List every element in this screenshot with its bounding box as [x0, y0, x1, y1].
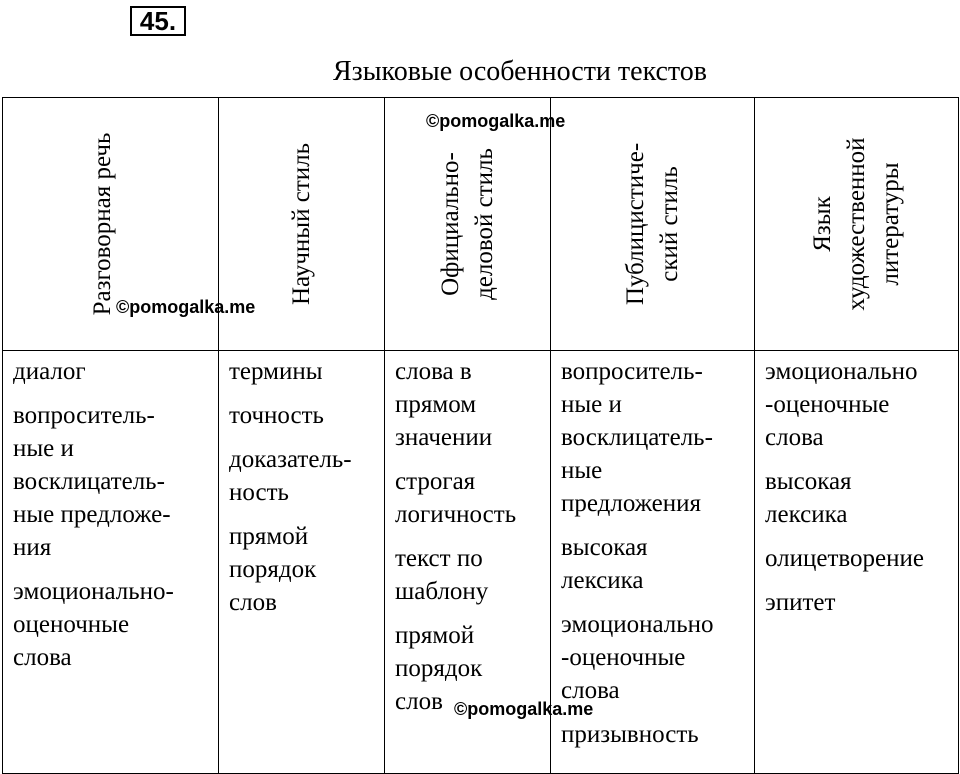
item-line: -оценочные — [561, 644, 686, 671]
item-line: вопроситель- — [13, 402, 155, 429]
item-line: диалог — [13, 358, 86, 385]
item-line: олицетворение — [765, 545, 925, 572]
item-line: лексика — [765, 501, 848, 528]
item-line: ные предложе- — [13, 501, 171, 528]
item-line: эмоционально — [561, 611, 714, 638]
header-line: Научный стиль — [287, 142, 315, 306]
item-line: шаблону — [395, 578, 489, 605]
list-item — [765, 542, 950, 575]
column-header-official — [385, 98, 551, 351]
header-line: деловой стиль — [470, 148, 498, 300]
item-line: термины — [229, 358, 323, 385]
header-line: художественной — [842, 137, 870, 311]
item-line: -оценочные — [765, 391, 890, 418]
item-line: прямой — [229, 523, 309, 550]
item-line: логичность — [395, 501, 517, 528]
item-line: слов — [395, 688, 443, 715]
watermark: ©pomogalka.me — [426, 111, 566, 131]
list-item — [765, 465, 950, 531]
list-item — [561, 718, 746, 751]
column-header-literary — [755, 98, 959, 351]
item-line: порядок — [395, 655, 483, 682]
column-header-publicistic — [551, 98, 755, 351]
item-line: строгая — [395, 468, 476, 495]
item-line: доказатель- — [229, 446, 352, 473]
item-line: прямой — [395, 622, 475, 649]
column-cell-literary — [755, 351, 959, 774]
item-line: предложения — [561, 490, 702, 517]
list-item — [229, 399, 376, 432]
item-line: высокая — [765, 468, 852, 495]
item-line: ные — [561, 457, 603, 484]
item-line: слова — [13, 644, 72, 671]
item-line: ния — [13, 534, 52, 561]
list-item — [561, 531, 746, 597]
header-line: Официально- — [436, 152, 464, 296]
item-line: слова в — [395, 358, 472, 385]
list-item — [395, 542, 542, 608]
item-line: вопроситель- — [561, 358, 703, 385]
item-line: слова — [765, 424, 824, 451]
page-title: Языковые особенности текстов — [332, 56, 708, 87]
item-line: текст по — [395, 545, 483, 572]
column-cell-scientific — [219, 351, 385, 774]
item-line: ные и — [561, 391, 622, 418]
item-line: восклицатель- — [13, 468, 165, 495]
watermark: ©pomogalka.me — [116, 297, 256, 317]
list-item — [395, 355, 542, 454]
item-line: слов — [229, 589, 277, 616]
header-line: Разговорная речь — [88, 132, 116, 316]
list-item — [13, 355, 210, 388]
list-item — [229, 355, 376, 388]
style-features-table — [2, 97, 959, 774]
item-line: восклицатель- — [561, 424, 713, 451]
item-line: высокая — [561, 534, 648, 561]
list-item — [561, 608, 746, 707]
list-item — [765, 355, 950, 454]
header-line: Публицистиче- — [621, 142, 649, 306]
item-line: прямом — [395, 391, 477, 418]
item-line: эпитет — [765, 589, 836, 616]
header-line: Язык — [808, 196, 836, 252]
item-line: оценочные — [13, 611, 130, 638]
list-item — [13, 399, 210, 564]
item-line: порядок — [229, 556, 317, 583]
item-line: призывность — [561, 721, 699, 748]
item-line: эмоционально — [765, 358, 918, 385]
item-line: значении — [395, 424, 493, 451]
list-item — [13, 575, 210, 674]
exercise-number: 45. — [130, 6, 186, 36]
item-line: эмоционально- — [13, 578, 174, 605]
item-line: ность — [229, 479, 289, 506]
list-item — [561, 355, 746, 520]
list-item — [229, 443, 376, 509]
item-line: лексика — [561, 567, 644, 594]
item-line: слова — [561, 677, 620, 704]
item-line: точность — [229, 402, 324, 429]
list-item — [765, 586, 950, 619]
list-item — [395, 465, 542, 531]
header-line: литературы — [876, 162, 904, 286]
list-item — [229, 520, 376, 619]
item-line: ные и — [13, 435, 74, 462]
watermark: ©pomogalka.me — [454, 699, 594, 719]
column-cell-colloquial — [3, 351, 219, 774]
header-line: ский стиль — [655, 166, 683, 282]
